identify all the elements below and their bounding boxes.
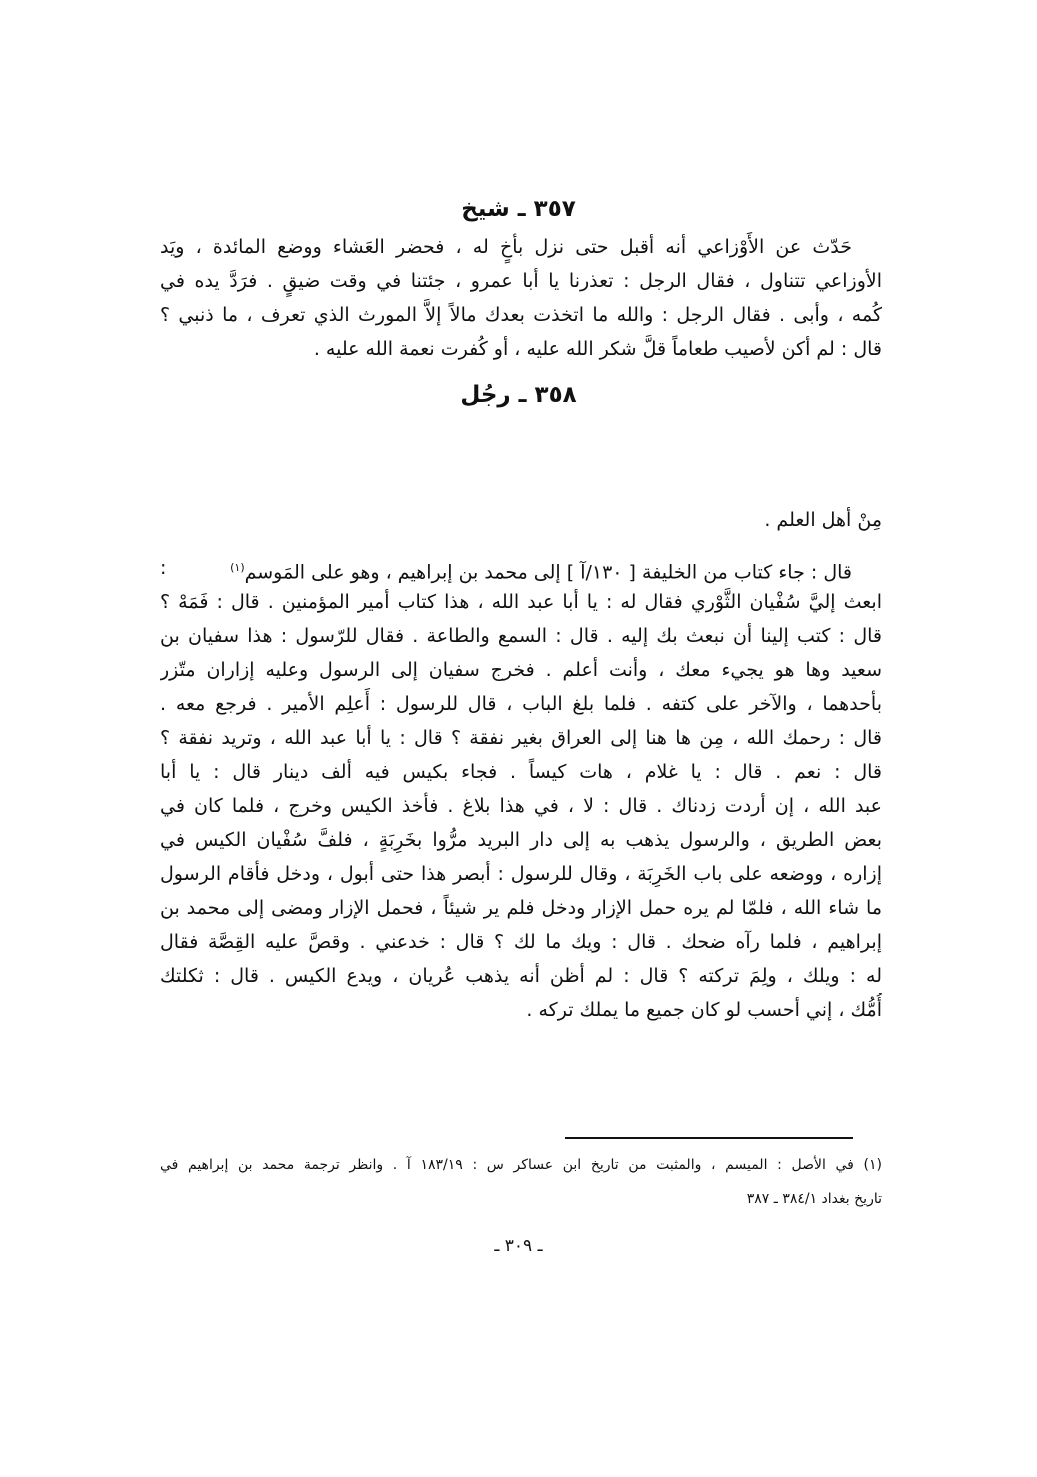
text-segment: : — [160, 557, 167, 579]
text-line: إزاره ، ووضعه على باب الخَرِبَة ، وقال للرسول : أبصر هذا حتى أبول ، ودخل فأقام الرسول — [160, 863, 882, 885]
text-line: قال : نعم . قال : يا غلام ، هات كيساً . فجاء بكيس فيه ألف دينار قال : يا أبا — [160, 761, 882, 783]
text-line: حَدّث عن الأَوْزاعي أنه أقبل حتى نزل بأخٍ له ، فحضر العَشاء ووضع المائدة ، ويَد — [160, 236, 852, 258]
intro-358 — [160, 503, 882, 537]
text-line: قال : كتب إلينا أن نبعث بك إليه . قال : السمع والطاعة . فقال للرّسول : هذا سفيان بن — [160, 625, 882, 647]
text-line: إبراهيم ، فلما رآه ضحك . قال : ويك ما لك ؟ قال : خدعني . وقصَّ عليه القِصَّة فقال — [160, 931, 882, 953]
text-line: أُمُّك ، إني أحسب لو كان جميع ما يملك تركه . — [526, 999, 882, 1021]
text-line: عبد الله ، إن أردت زدناك . قال : لا ، في هذا بلاغ . فأخذ الكيس وخرج ، فلما كان في — [160, 795, 882, 817]
paragraph-357 — [160, 230, 882, 366]
intro-line: مِنْ أهل العلم . — [764, 509, 882, 531]
section-title-357: ٣٥٧ ـ شيخ — [461, 196, 576, 222]
text-line: ابعث إليَّ سُفْيان الثَّوْري فقال له : يا أبا عبد الله ، هذا كتاب أمير المؤمنين . قال : فَمَهْ ؟ — [160, 591, 882, 613]
text-line: بأحدهما ، والآخر على كتفه . فلما بلغ الباب ، قال للرسول : أَعلِم الأمير . فرجع معه . — [160, 693, 882, 715]
footnote-divider — [565, 1137, 853, 1139]
text-line: ما شاء الله ، فلمّا لم يره حمل الإزار ودخل فلم ير شيئاً ، فحمل الإزار ومضى إلى محمد بن — [160, 897, 882, 919]
footnote-marker: (١) — [230, 561, 245, 574]
paragraph-358 — [160, 551, 882, 1027]
text-line — [160, 551, 882, 585]
text-line: كُمه ، وأبى . فقال الرجل : والله ما اتخذت بعدك مالاً إلاَّ المورث الذي تعرف ، ما ذنبي ؟ — [160, 304, 882, 326]
text-segment: قال : جاء كتاب من الخليفة [ ١٣٠/آ ] إلى محمد بن إبراهيم ، وهو على المَوسم — [244, 561, 852, 584]
text-line: قال : لم أكن لأصيب طعاماً قلَّ شكر الله عليه ، أو كُفرت نعمة الله عليه . — [313, 338, 882, 360]
footnotes — [160, 1148, 882, 1216]
page-number: ـ ٣٠٩ ـ — [494, 1236, 543, 1256]
text-line: بعض الطريق ، والرسول يذهب به إلى دار البريد مرُّوا بخَرِبَةٍ ، فلفَّ سُفْيان الكيس في — [160, 829, 882, 851]
section-title-358: ٣٥٨ ـ رجُل — [460, 382, 577, 408]
text-line: له : ويلك ، ولِمَ تركته ؟ قال : لم أظن أنه يذهب عُريان ، ويدع الكيس . قال : ثكلتك — [160, 965, 882, 987]
text-line: سعيد وها هو يجيء معك ، وأنت أعلم . فخرج سفيان إلى الرسول وعليه إزاران متّزر — [160, 659, 882, 681]
footnote-line: (١) في الأصل : الميسم ، والمثبت من تاريخ ابن عساكر س : ١٨٣/١٩ آ . وانظر ترجمة محمد بن إبراهيم في — [160, 1157, 882, 1173]
text-line: قال : رحمك الله ، مِن ها هنا إلى العراق بغير نفقة ؟ قال : يا أبا عبد الله ، وتريد نفقة ؟ — [160, 727, 882, 749]
footnote-line: تاريخ بغداد ٣٨٤/١ ـ ٣٨٧ — [746, 1191, 882, 1207]
text-line: الأوزاعي تتناول ، فقال الرجل : تعذرنا يا أبا عمرو ، جئتنا في وقت ضيقٍ . فرَدَّ يده في — [160, 270, 882, 292]
